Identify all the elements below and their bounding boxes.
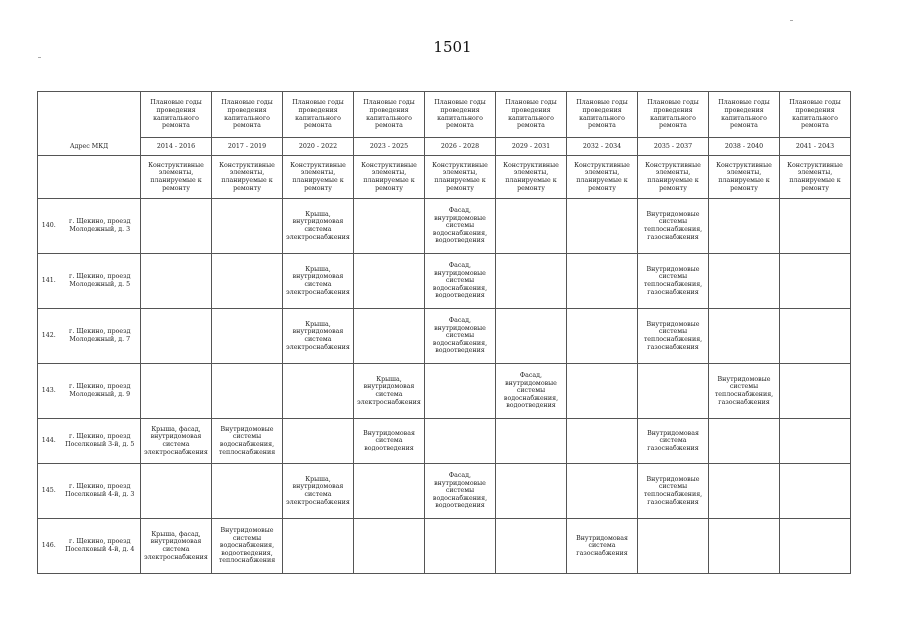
blank-header-cell (38, 156, 141, 199)
page-number: 1501 (433, 38, 472, 56)
repair-elements-cell: Внутридомовые системы теплоснабжения, газоснабжения (638, 309, 709, 364)
repair-elements-cell (567, 364, 638, 419)
repair-elements-cell: Фасад, внутридомовые системы водоснабжения, водоотведения (425, 309, 496, 364)
building-address: г. Щекино, проезд Молодежный, д. 9 (60, 364, 141, 419)
row-number: 141. (38, 254, 60, 309)
repair-elements-cell: Фасад, внутридомовые системы водоснабжения, водоотведения (425, 199, 496, 254)
elements-label-header: Конструктивные элементы, планируемые к ремонту (496, 156, 567, 199)
period-label-header: Плановые годы проведения капитального ремонта (354, 92, 425, 138)
period-years: 2032 - 2034 (567, 138, 638, 156)
elements-label-header: Конструктивные элементы, планируемые к ремонту (141, 156, 212, 199)
repair-elements-cell (425, 419, 496, 464)
building-address: г. Щекино, проезд Поселковый 4-й, д. 3 (60, 464, 141, 519)
period-years: 2017 - 2019 (212, 138, 283, 156)
period-years: 2026 - 2028 (425, 138, 496, 156)
repair-elements-cell (212, 199, 283, 254)
repair-elements-cell (780, 254, 851, 309)
repair-elements-cell (780, 519, 851, 574)
repair-elements-cell (709, 419, 780, 464)
repair-elements-cell (567, 419, 638, 464)
row-number: 145. (38, 464, 60, 519)
repair-elements-cell: Внутридомовые системы теплоснабжения, газоснабжения (638, 464, 709, 519)
repair-elements-cell (567, 309, 638, 364)
period-label-header: Плановые годы проведения капитального ремонта (709, 92, 780, 138)
repair-elements-cell (780, 199, 851, 254)
repair-elements-cell: Внутридомовая система газоснабжения (638, 419, 709, 464)
address-header: Адрес МКД (38, 92, 141, 156)
elements-label-header: Конструктивные элементы, планируемые к ремонту (212, 156, 283, 199)
period-years: 2038 - 2040 (709, 138, 780, 156)
period-years: 2020 - 2022 (283, 138, 354, 156)
row-number: 140. (38, 199, 60, 254)
period-label-header: Плановые годы проведения капитального ремонта (780, 92, 851, 138)
repair-elements-cell (638, 519, 709, 574)
building-address: г. Щекино, проезд Поселковый 3-й, д. 5 (60, 419, 141, 464)
row-number: 142. (38, 309, 60, 364)
repair-elements-cell (141, 364, 212, 419)
repair-elements-cell (496, 254, 567, 309)
repair-elements-cell: Внутридомовые системы теплоснабжения, газоснабжения (709, 364, 780, 419)
building-address: г. Щекино, проезд Молодежный, д. 5 (60, 254, 141, 309)
repair-elements-cell (425, 519, 496, 574)
repair-elements-cell (212, 254, 283, 309)
table-row (38, 254, 851, 309)
repair-elements-cell (709, 199, 780, 254)
period-years: 2035 - 2037 (638, 138, 709, 156)
repair-elements-cell (425, 364, 496, 419)
elements-label-header: Конструктивные элементы, планируемые к ремонту (567, 156, 638, 199)
table-row (38, 519, 851, 574)
repair-elements-cell (354, 199, 425, 254)
repair-elements-cell (780, 464, 851, 519)
repair-elements-cell (709, 254, 780, 309)
table-row (38, 199, 851, 254)
period-years: 2014 - 2016 (141, 138, 212, 156)
repair-elements-cell (780, 309, 851, 364)
repair-elements-cell (141, 199, 212, 254)
repair-elements-cell (212, 309, 283, 364)
capital-repair-table (37, 91, 851, 574)
repair-elements-cell (496, 519, 567, 574)
repair-elements-cell: Крыша, внутридомовая система электроснабжения (283, 309, 354, 364)
period-years: 2023 - 2025 (354, 138, 425, 156)
table-row (38, 309, 851, 364)
period-label-header: Плановые годы проведения капитального ремонта (496, 92, 567, 138)
repair-elements-cell (141, 309, 212, 364)
row-number: 146. (38, 519, 60, 574)
repair-elements-cell (780, 364, 851, 419)
repair-elements-cell (141, 464, 212, 519)
row-number: 144. (38, 419, 60, 464)
elements-label-header: Конструктивные элементы, планируемые к ремонту (638, 156, 709, 199)
repair-elements-cell (354, 309, 425, 364)
repair-elements-cell: Крыша, внутридомовая система электроснабжения (283, 199, 354, 254)
repair-elements-cell (709, 309, 780, 364)
repair-elements-cell: Крыша, фасад, внутридомовая система электроснабжения (141, 519, 212, 574)
elements-label-header: Конструктивные элементы, планируемые к ремонту (780, 156, 851, 199)
repair-elements-cell (354, 464, 425, 519)
repair-elements-cell: Крыша, внутридомовая система электроснабжения (283, 464, 354, 519)
repair-elements-cell: Внутридомовая система водоотведения (354, 419, 425, 464)
repair-elements-cell: Фасад, внутридомовые системы водоснабжения, водоотведения (496, 364, 567, 419)
repair-elements-cell (354, 254, 425, 309)
repair-elements-cell: Внутридомовые системы теплоснабжения, газоснабжения (638, 254, 709, 309)
repair-elements-cell: Крыша, внутридомовая система электроснабжения (283, 254, 354, 309)
repair-elements-cell (283, 419, 354, 464)
table-row (38, 464, 851, 519)
period-label-header: Плановые годы проведения капитального ремонта (425, 92, 496, 138)
period-label-header: Плановые годы проведения капитального ремонта (283, 92, 354, 138)
repair-elements-cell (496, 309, 567, 364)
repair-elements-cell: Внутридомовые системы теплоснабжения, газоснабжения (638, 199, 709, 254)
period-years: 2041 - 2043 (780, 138, 851, 156)
building-address: г. Щекино, проезд Молодежный, д. 7 (60, 309, 141, 364)
repair-elements-cell (141, 254, 212, 309)
table-row (38, 364, 851, 419)
period-label-header: Плановые годы проведения капитального ремонта (141, 92, 212, 138)
elements-label-header: Конструктивные элементы, планируемые к ремонту (425, 156, 496, 199)
repair-elements-cell (354, 519, 425, 574)
elements-label-header: Конструктивные элементы, планируемые к ремонту (709, 156, 780, 199)
elements-label-header: Конструктивные элементы, планируемые к ремонту (354, 156, 425, 199)
building-address: г. Щекино, проезд Поселковый 4-й, д. 4 (60, 519, 141, 574)
repair-elements-cell (283, 364, 354, 419)
repair-elements-cell (709, 519, 780, 574)
period-years: 2029 - 2031 (496, 138, 567, 156)
repair-elements-cell (780, 419, 851, 464)
elements-label-header: Конструктивные элементы, планируемые к ремонту (283, 156, 354, 199)
repair-elements-cell: Фасад, внутридомовые системы водоснабжения, водоотведения (425, 464, 496, 519)
period-label-header: Плановые годы проведения капитального ремонта (638, 92, 709, 138)
repair-elements-cell: Крыша, фасад, внутридомовая система электроснабжения (141, 419, 212, 464)
repair-elements-cell (212, 364, 283, 419)
repair-elements-cell (567, 254, 638, 309)
row-number: 143. (38, 364, 60, 419)
repair-elements-cell (212, 464, 283, 519)
period-label-header: Плановые годы проведения капитального ремонта (567, 92, 638, 138)
repair-elements-cell: Крыша, внутридомовая система электроснабжения (354, 364, 425, 419)
repair-elements-cell (283, 519, 354, 574)
repair-elements-cell (496, 199, 567, 254)
repair-elements-cell (638, 364, 709, 419)
repair-elements-cell: Внутридомовая система газоснабжения (567, 519, 638, 574)
repair-elements-cell (496, 419, 567, 464)
repair-elements-cell (567, 199, 638, 254)
repair-elements-cell (567, 464, 638, 519)
repair-elements-cell (709, 464, 780, 519)
repair-elements-cell: Фасад, внутридомовые системы водоснабжения, водоотведения (425, 254, 496, 309)
building-address: г. Щекино, проезд Молодежный, д. 3 (60, 199, 141, 254)
period-label-header: Плановые годы проведения капитального ремонта (212, 92, 283, 138)
repair-elements-cell: Внутридомовые системы водоснабжения, теплоснабжения (212, 419, 283, 464)
table-row (38, 419, 851, 464)
repair-elements-cell: Внутридомовые системы водоснабжения, водоотведения, теплоснабжения (212, 519, 283, 574)
repair-elements-cell (496, 464, 567, 519)
